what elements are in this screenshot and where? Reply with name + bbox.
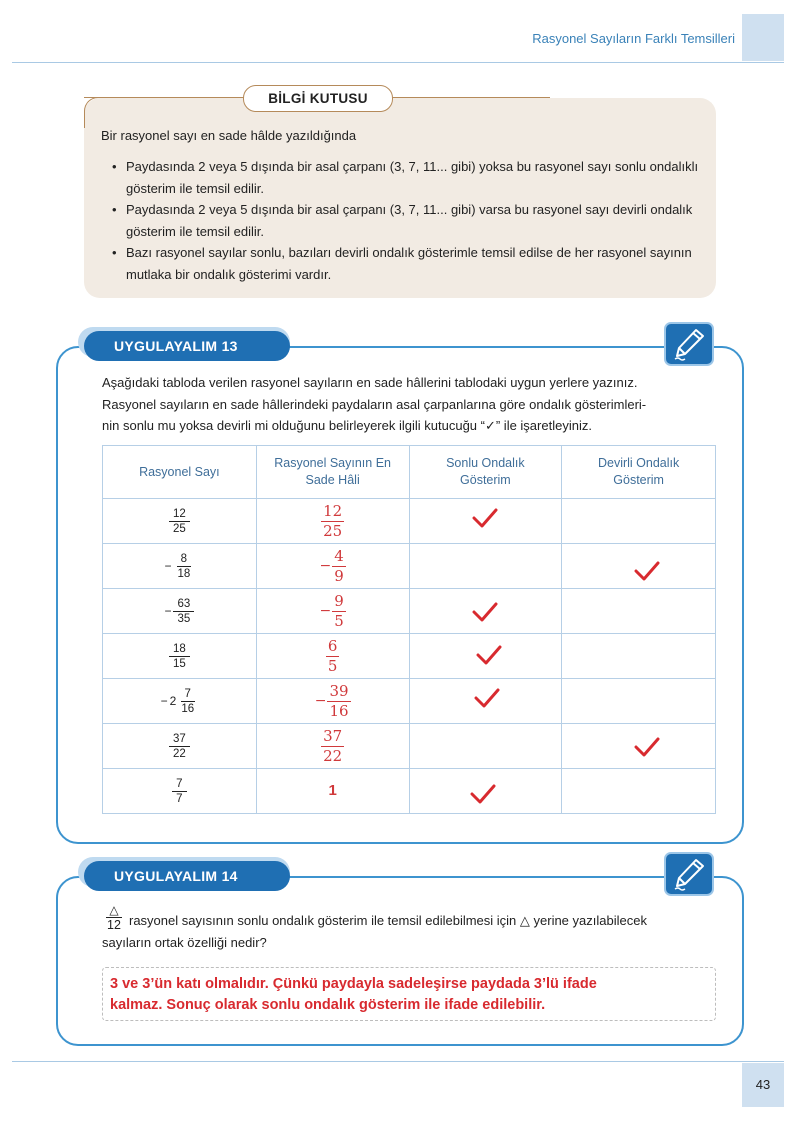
denominator: 18 <box>177 567 191 580</box>
header-tab <box>742 14 784 61</box>
answer-fraction <box>321 502 344 541</box>
header-terminating: Sonlu Ondalık Gösterim <box>409 446 562 499</box>
answer-numerator: 12 <box>323 501 343 520</box>
table-row <box>103 544 716 589</box>
cell-repeating[interactable] <box>562 679 716 724</box>
cell-simplest-form[interactable] <box>256 589 409 634</box>
numerator: 18 <box>169 642 190 657</box>
cell-simplest-form[interactable] <box>256 499 409 544</box>
cell-repeating[interactable] <box>562 724 716 769</box>
triangle-fraction <box>104 904 124 933</box>
denominator: 16 <box>181 702 195 715</box>
cell-simplest-form[interactable] <box>256 769 409 814</box>
check-mark-icon <box>472 507 498 529</box>
numerator: 8 <box>177 552 191 567</box>
fraction <box>169 732 190 761</box>
cell-rational-number <box>103 589 257 634</box>
answer-fraction <box>332 592 346 631</box>
fraction <box>169 642 190 671</box>
fraction <box>173 552 194 581</box>
cell-rational-number <box>103 724 257 769</box>
cell-terminating[interactable] <box>409 589 562 634</box>
table-row <box>103 634 716 679</box>
answer-denominator: 16 <box>329 701 349 720</box>
check-mark-icon <box>634 560 660 582</box>
answer-fraction <box>326 637 340 676</box>
check-mark-icon <box>634 736 660 758</box>
numerator: 7 <box>181 687 195 702</box>
rational-numbers-table <box>102 445 716 814</box>
answer-denominator: 25 <box>323 521 343 540</box>
info-bullet: • Bazı rasyonel sayılar sonlu, bazıları devirli ondalık gösterimle temsil edilse de her rasyonel sayının mutlaka bir ondalık gösterimi vardır. <box>112 242 710 285</box>
info-box-list <box>112 156 710 285</box>
table-row <box>103 499 716 544</box>
answer-line: kalmaz. Sonuç olarak sonlu ondalık gösterim ile ifade edilebilir. <box>110 996 546 1013</box>
cell-simplest-form[interactable] <box>256 724 409 769</box>
denominator: 35 <box>177 612 191 625</box>
answer-denominator: 9 <box>334 566 344 585</box>
instruction-line: nin sonlu mu yoksa devirli mi olduğunu belirleyerek ilgili kutucuğu “✓” ile işaretleyiniz. <box>102 418 592 433</box>
denominator: 7 <box>176 792 183 805</box>
cell-terminating[interactable] <box>409 724 562 769</box>
cell-simplest-form[interactable] <box>256 544 409 589</box>
cell-rational-number <box>103 679 257 724</box>
answer-minus-sign: − <box>319 603 332 619</box>
fraction <box>172 777 186 806</box>
cell-terminating[interactable] <box>409 634 562 679</box>
denominator: 22 <box>172 747 186 760</box>
info-box-title: BİLGİ KUTUSU <box>243 85 393 112</box>
activity-14-question-line2: sayıların ortak özelliği nedir? <box>102 935 267 950</box>
pencil-icon <box>664 852 714 896</box>
answer-numerator: 39 <box>329 681 349 700</box>
answer-fraction <box>332 547 346 586</box>
cell-repeating[interactable] <box>562 769 716 814</box>
answer-minus-sign: − <box>319 558 332 574</box>
minus-sign: − <box>164 604 172 618</box>
check-mark-icon <box>474 687 500 709</box>
answer-numerator: 6 <box>327 636 338 655</box>
cell-terminating[interactable] <box>409 499 562 544</box>
cell-rational-number <box>103 544 257 589</box>
cell-terminating[interactable] <box>409 679 562 724</box>
denominator: 25 <box>172 522 186 535</box>
header-divider <box>12 62 784 63</box>
cell-simplest-form[interactable] <box>256 679 409 724</box>
cell-rational-number <box>103 634 257 679</box>
cell-repeating[interactable] <box>562 544 716 589</box>
answer-numerator: 4 <box>334 546 344 565</box>
cell-terminating[interactable] <box>409 769 562 814</box>
fraction <box>173 597 194 626</box>
fraction-numerator: △ <box>106 904 121 918</box>
cell-repeating[interactable] <box>562 589 716 634</box>
answer-text <box>110 974 710 1015</box>
info-box-corner <box>84 97 99 128</box>
minus-sign: − <box>164 559 172 573</box>
table-header-row <box>103 446 716 499</box>
check-mark-icon <box>470 783 496 805</box>
header-simplest-form: Rasyonel Sayının En Sade Hâli <box>256 446 409 499</box>
table-row <box>103 769 716 814</box>
answer-denominator: 5 <box>327 656 338 675</box>
fraction-denominator: 12 <box>107 918 121 932</box>
numerator: 12 <box>169 507 190 522</box>
instruction-line: Aşağıdaki tabloda verilen rasyonel sayıların en sade hâllerini tablodaki uygun yerlere yazınız. <box>102 375 638 390</box>
answer-numerator: 9 <box>334 591 344 610</box>
header-repeating: Devirli Ondalık Gösterim <box>562 446 716 499</box>
numerator: 63 <box>173 597 194 612</box>
running-header-title: Rasyonel Sayıların Farklı Temsilleri <box>532 31 735 46</box>
numerator: 7 <box>172 777 186 792</box>
answer-denominator: 22 <box>323 746 343 765</box>
cell-repeating[interactable] <box>562 499 716 544</box>
whole-part: 2 <box>169 694 177 708</box>
answer-line: 3 ve 3’ün katı olmalıdır. Çünkü paydayla sadeleşirse paydada 3’lü ifade <box>110 976 597 992</box>
activity-14-question-line1: rasyonel sayısının sonlu ondalık gösterim ile temsil edilebilmesi için △ yerine yazılabilecek <box>129 913 647 928</box>
check-mark-icon <box>472 601 498 623</box>
answer-fraction <box>327 682 350 721</box>
activity-13-label: UYGULAYALIM 13 <box>84 331 290 361</box>
header-rational-number: Rasyonel Sayı <box>103 446 257 499</box>
info-bullet: • Paydasında 2 veya 5 dışında bir asal çarpanı (3, 7, 11... gibi) varsa bu rasyonel sayı devirli ondalık gösterim ile temsil edilir. <box>112 199 710 242</box>
info-box-intro: Bir rasyonel sayı en sade hâlde yazıldığında <box>101 128 357 143</box>
footer-divider <box>12 1061 784 1062</box>
cell-repeating[interactable] <box>562 634 716 679</box>
answer-numerator: 37 <box>323 726 343 745</box>
answer-denominator: 5 <box>334 611 344 630</box>
answer-minus-sign: − <box>314 693 327 709</box>
instruction-line: Rasyonel sayıların en sade hâllerindeki paydaların asal çarpanlarına göre ondalık gösterimleri- <box>102 396 647 412</box>
table-row <box>103 589 716 634</box>
info-bullet: • Paydasında 2 veya 5 dışında bir asal çarpanı (3, 7, 11... gibi) yoksa bu rasyonel sayı sonlu ondalıklı gösterim ile temsil edilir. <box>112 156 710 199</box>
table-row <box>103 679 716 724</box>
fraction <box>177 687 198 716</box>
activity-13-instructions <box>102 372 722 437</box>
answer-integer: 1 <box>328 782 337 799</box>
fraction <box>169 507 190 536</box>
answer-fraction <box>321 727 344 766</box>
table-row <box>103 724 716 769</box>
minus-sign: − <box>160 694 168 708</box>
denominator: 15 <box>172 657 186 670</box>
cell-simplest-form[interactable] <box>256 634 409 679</box>
cell-rational-number <box>103 499 257 544</box>
activity-14-label: UYGULAYALIM 14 <box>84 861 290 891</box>
page-number: 43 <box>742 1063 784 1107</box>
cell-rational-number <box>103 769 257 814</box>
cell-terminating[interactable] <box>409 544 562 589</box>
pencil-icon <box>664 322 714 366</box>
check-mark-icon <box>476 644 502 666</box>
numerator: 37 <box>169 732 190 747</box>
